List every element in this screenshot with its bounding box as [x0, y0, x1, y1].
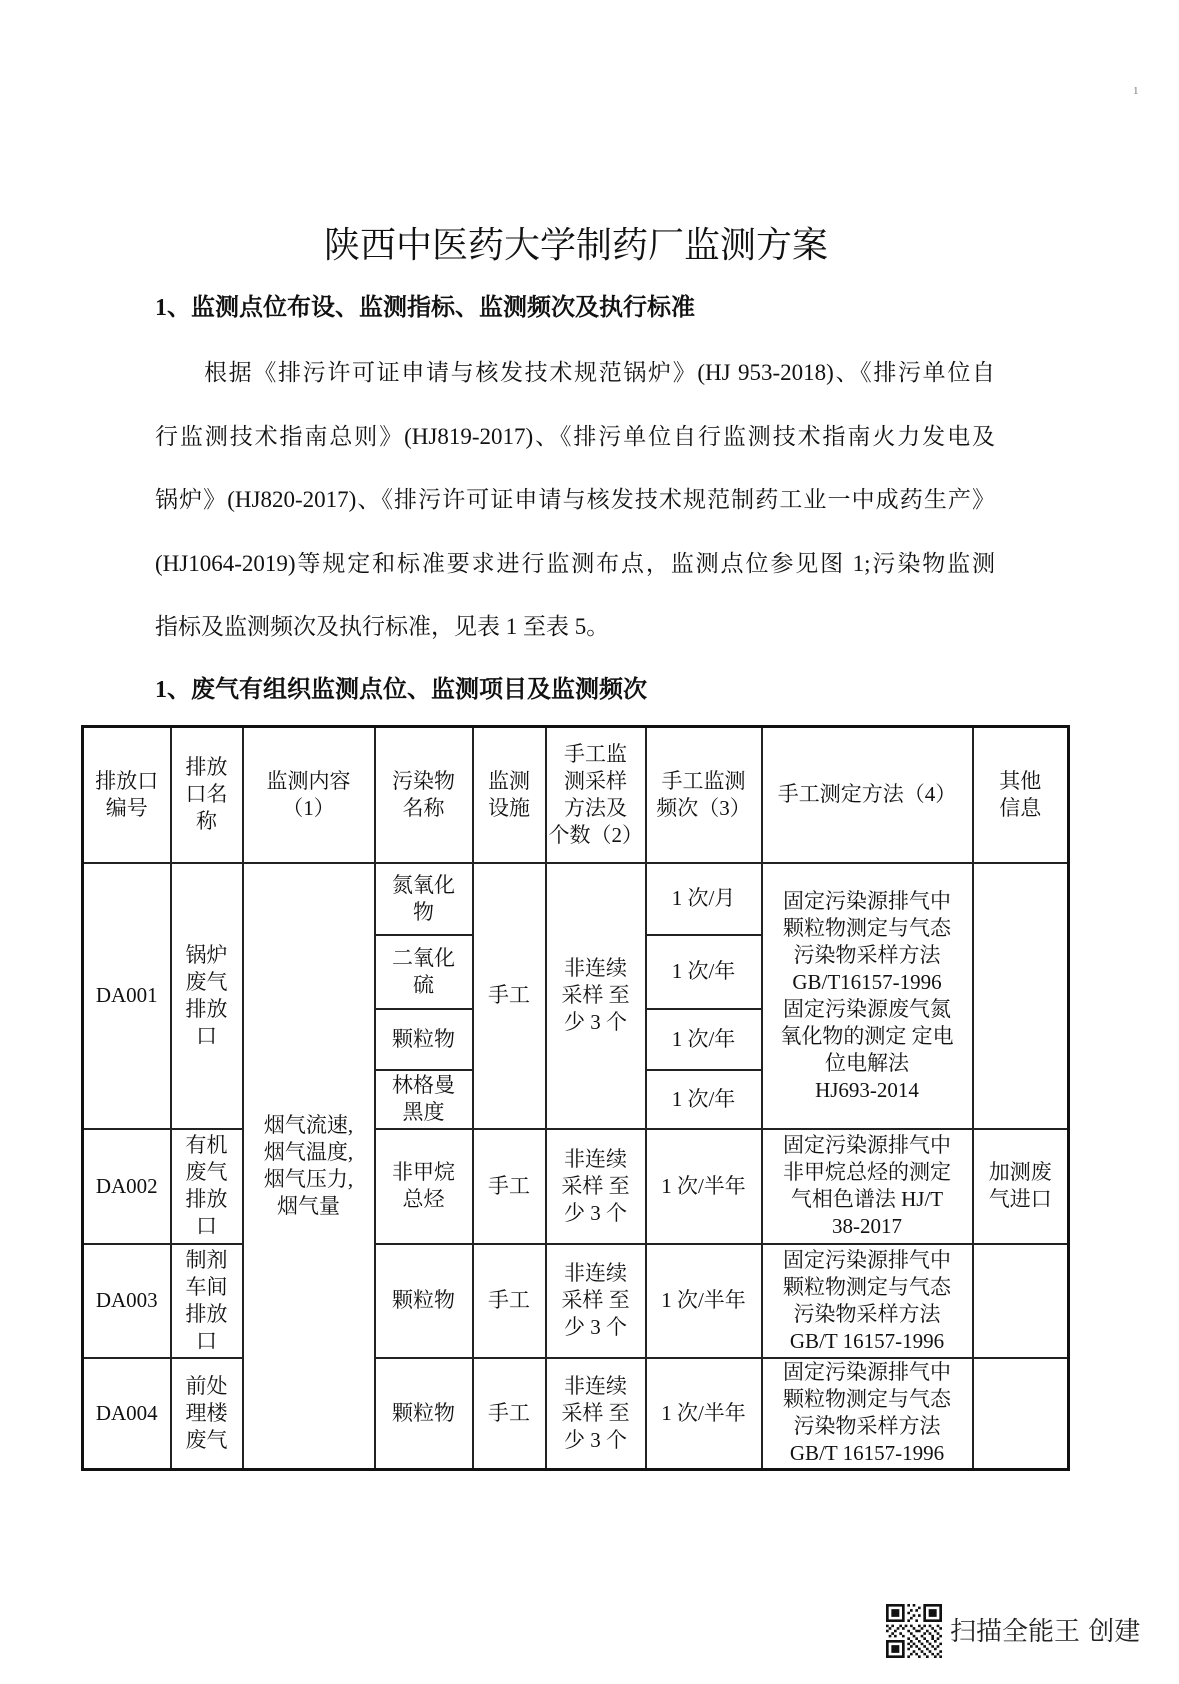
header-test-method: 手工测定方法（4）	[762, 727, 973, 863]
header-sampling-method: 手工监 测采样 方法及 个数（2）	[546, 727, 646, 863]
sampling-method-cell: 非连续 采样 至 少 3 个	[546, 863, 646, 1129]
table-row	[83, 1244, 1069, 1358]
test-method-cell: 固定污染源排气中 颗粒物测定与气态 污染物采样方法 GB/T 16157-1996	[762, 1358, 973, 1470]
sampling-method-cell: 非连续 采样 至 少 3 个	[546, 1358, 646, 1470]
outlet-id-cell: DA002	[83, 1129, 171, 1244]
outlet-id-cell: DA003	[83, 1244, 171, 1358]
pollutant-cell: 颗粒物	[375, 1244, 473, 1358]
outlet-id-cell: DA001	[83, 863, 171, 1129]
test-method-cell: 固定污染源排气中 非甲烷总烃的测定 气相色谱法 HJ/T 38-2017	[762, 1129, 973, 1244]
facility-cell: 手工	[473, 1358, 546, 1470]
frequency-cell: 1 次/月	[646, 863, 762, 935]
table-header-row	[83, 727, 1069, 863]
header-outlet-name: 排放 口名 称	[171, 727, 243, 863]
sampling-method-cell: 非连续 采样 至 少 3 个	[546, 1129, 646, 1244]
paragraph-line: 指标及监测频次及执行标准，见表 1 至表 5。	[155, 614, 610, 639]
paragraph-line: (HJ1064-2019)等规定和标准要求进行监测布点，监测点位参见图 1;污染物监测	[155, 550, 995, 576]
header-outlet-id: 排放口 编号	[83, 727, 171, 863]
pollutant-cell: 颗粒物	[375, 1358, 473, 1470]
pollutant-cell: 颗粒物	[375, 1009, 473, 1070]
frequency-cell: 1 次/半年	[646, 1358, 762, 1470]
qr-code-icon	[886, 1604, 942, 1658]
outlet-name-cell: 锅炉 废气 排放 口	[171, 863, 243, 1129]
outlet-name-cell: 前处 理楼 废气	[171, 1358, 243, 1470]
paragraph-line: 根据《排污许可证申请与核发技术规范锅炉》(HJ 953-2018)、《排污单位自	[204, 360, 995, 385]
facility-cell: 手工	[473, 1129, 546, 1244]
page-number-mark: 1	[1133, 85, 1139, 97]
outlet-id-cell: DA004	[83, 1358, 171, 1470]
header-pollutant: 污染物 名称	[375, 727, 473, 863]
frequency-cell: 1 次/年	[646, 1070, 762, 1129]
test-method-cell: 固定污染源排气中 颗粒物测定与气态 污染物采样方法 GB/T 16157-1996	[762, 1244, 973, 1358]
frequency-cell: 1 次/年	[646, 1009, 762, 1070]
header-monitoring-content: 监测内容 （1）	[243, 727, 375, 863]
document-title: 陕西中医药大学制药厂监测方案	[323, 225, 828, 265]
watermark-text: 扫描全能王 创建	[950, 1617, 1141, 1647]
table-row	[83, 863, 1069, 935]
pollutant-cell: 氮氧化 物	[375, 863, 473, 935]
pollutant-cell: 非甲烷 总烃	[375, 1129, 473, 1244]
pollutant-cell: 二氧化 硫	[375, 935, 473, 1009]
header-other-info: 其他 信息	[973, 727, 1069, 863]
section-heading: 1、监测点位布设、监测指标、监测频次及执行标准	[155, 295, 695, 321]
pollutant-cell: 林格曼 黑度	[375, 1070, 473, 1129]
monitoring-table	[81, 725, 1070, 1471]
facility-cell: 手工	[473, 1244, 546, 1358]
paragraph-line: 行监测技术指南总则》(HJ819-2017)、《排污单位自行监测技术指南火力发电及	[155, 423, 995, 449]
frequency-cell: 1 次/年	[646, 935, 762, 1009]
body-paragraph	[155, 341, 995, 659]
other-info-cell	[973, 863, 1069, 1129]
header-frequency: 手工监测 频次（3）	[646, 727, 762, 863]
frequency-cell: 1 次/半年	[646, 1129, 762, 1244]
test-method-cell: 固定污染源排气中 颗粒物测定与气态 污染物采样方法 GB/T16157-1996 固定污染源废气氮 氧化物的测定 定电 位电解法 HJ693-2014	[762, 863, 973, 1129]
paragraph-line: 锅炉》(HJ820-2017)、《排污许可证申请与核发技术规范制药工业一中成药生产》	[155, 487, 995, 512]
table-heading: 1、废气有组织监测点位、监测项目及监测频次	[155, 677, 647, 703]
outlet-name-cell: 有机 废气 排放 口	[171, 1129, 243, 1244]
monitoring-content-cell: 烟气流速, 烟气温度, 烟气压力, 烟气量	[243, 863, 375, 1470]
frequency-cell: 1 次/半年	[646, 1244, 762, 1358]
table-row	[83, 1129, 1069, 1244]
outlet-name-cell: 制剂 车间 排放 口	[171, 1244, 243, 1358]
other-info-cell	[973, 1358, 1069, 1470]
other-info-cell: 加测废 气进口	[973, 1129, 1069, 1244]
facility-cell: 手工	[473, 863, 546, 1129]
header-facility: 监测 设施	[473, 727, 546, 863]
table-row	[83, 1358, 1069, 1470]
other-info-cell	[973, 1244, 1069, 1358]
sampling-method-cell: 非连续 采样 至 少 3 个	[546, 1244, 646, 1358]
